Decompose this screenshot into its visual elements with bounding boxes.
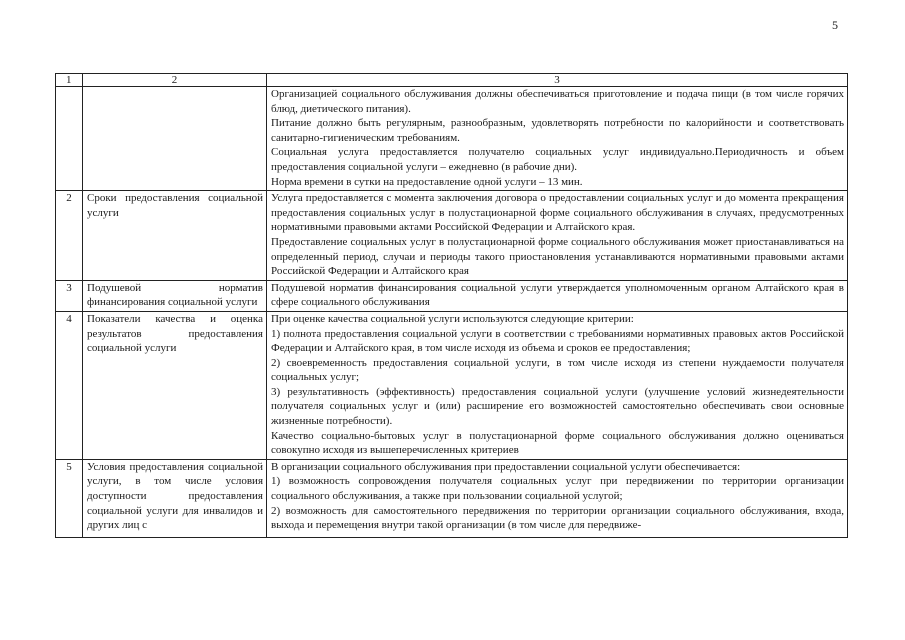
row-number: 3 [56,280,83,311]
service-standard-table [55,73,848,538]
header-cell-1: 1 [56,74,83,87]
row-name: Показатели качества и оценка результатов предоставления социальной услуги [83,311,267,459]
header-cell-2: 2 [83,74,267,87]
description-paragraph: 1) полнота предоставления социальной услуги в соответствии с требованиями нормативных правовых актов Российской Федерации и Алтайского края, в том числе исходя из объема и сроков ее предоставления; [271,327,844,355]
row-name: Подушевой норматив финансирования социальной услуги [83,280,267,311]
description-paragraph: Услуга предоставляется с момента заключения договора о предоставлении социальных услуг и до момента прекращения предоставления социальных услуг в полустационарной форме социального обслуживания в случаях, предусмотренных нормативными правовыми актами Российской Федерации и Алтайского края. [271,192,844,234]
table-row-quality [56,311,848,459]
row-number: 2 [56,191,83,281]
description-paragraph: Предоставление социальных услуг в полустационарной форме социального обслуживания может приостанавливаться на определенный период, случаи и периоды такого приостановления устанавливаются нормативными правовыми актами Российской Федерации и Алтайского края [271,235,844,278]
description-paragraph: Норма времени в сутки на предоставление одной услуги – 13 мин. [271,175,583,188]
row-description [267,311,848,459]
table-row-conditions [56,459,848,537]
description-paragraph: 1) возможность сопровождения получателя социальных услуг при передвижении по территории организации социального обслуживания, а также при пользовании социальной услугой; [271,475,844,503]
header-cell-3: 3 [267,74,848,87]
table-row-terms [56,191,848,281]
description-paragraph: Качество социально-бытовых услуг в полустационарной форме социального обслуживания должно оцениваться совокупно исходя из вышеперечисленных критериев [271,429,844,457]
table-header-row [56,74,848,87]
row-description-clip [271,460,844,536]
table-row-continued [56,87,848,191]
row-name-text: Условия предоставления социальной услуги, в том числе условия доступности предоставления социальной услуги для инвалидов и других лиц с [87,460,263,532]
description-paragraph: Организацией социального обслуживания должны обеспечиваться приготовление и подача пищи (в том числе горячих блюд, диетического питания). [271,88,844,115]
description-paragraph: 2) возможность для самостоятельного передвижения по территории организации социального обслуживания, входа, выхода и перемещения внутри такой организации (в том числе для передвиже- [271,504,844,532]
row-name [83,459,267,537]
row-description [267,459,848,537]
row-name [83,87,267,191]
description-paragraph: Социальная услуга предоставляется получателю социальных услуг индивидуально.Периодичность и объем предоставления социальной услуги – ежедневно (в рабочие дни). [271,146,844,173]
description-paragraph: Питание должно быть регулярным, разнообразным, удовлетворять потребности по калорийности и соответствовать санитарно-гигиеническим требованиям. [271,117,844,144]
row-description [267,280,848,311]
description-paragraph: При оценке качества социальной услуги используются следующие критерии: [271,312,634,325]
description-paragraph: 2) своевременность предоставления социальной услуги, в том числе исходя из степени нуждаемости получателя социальных услуг; [271,356,844,384]
page-number: 5 [832,18,838,32]
row-description [267,191,848,281]
row-number: 5 [56,459,83,537]
row-description [267,87,848,191]
row-number [56,87,83,191]
description-paragraph: 3) результативность (эффективность) предоставления социальной услуги (улучшение условий жизнедеятельности получателя социальных услуг и (или) расширение его возможностей самостоятельно обеспечивать свои основные жизненные потребности). [271,385,844,428]
table-row-financing [56,280,848,311]
row-number: 4 [56,311,83,459]
description-paragraph: В организации социального обслуживания при предоставлении социальной услуги обеспечивается: [271,460,741,473]
row-name: Сроки предоставления социальной услуги [83,191,267,281]
description-paragraph: Подушевой норматив финансирования социальной услуги утверждается уполномоченным органом Алтайского края в сфере социального обслуживания [271,281,844,309]
